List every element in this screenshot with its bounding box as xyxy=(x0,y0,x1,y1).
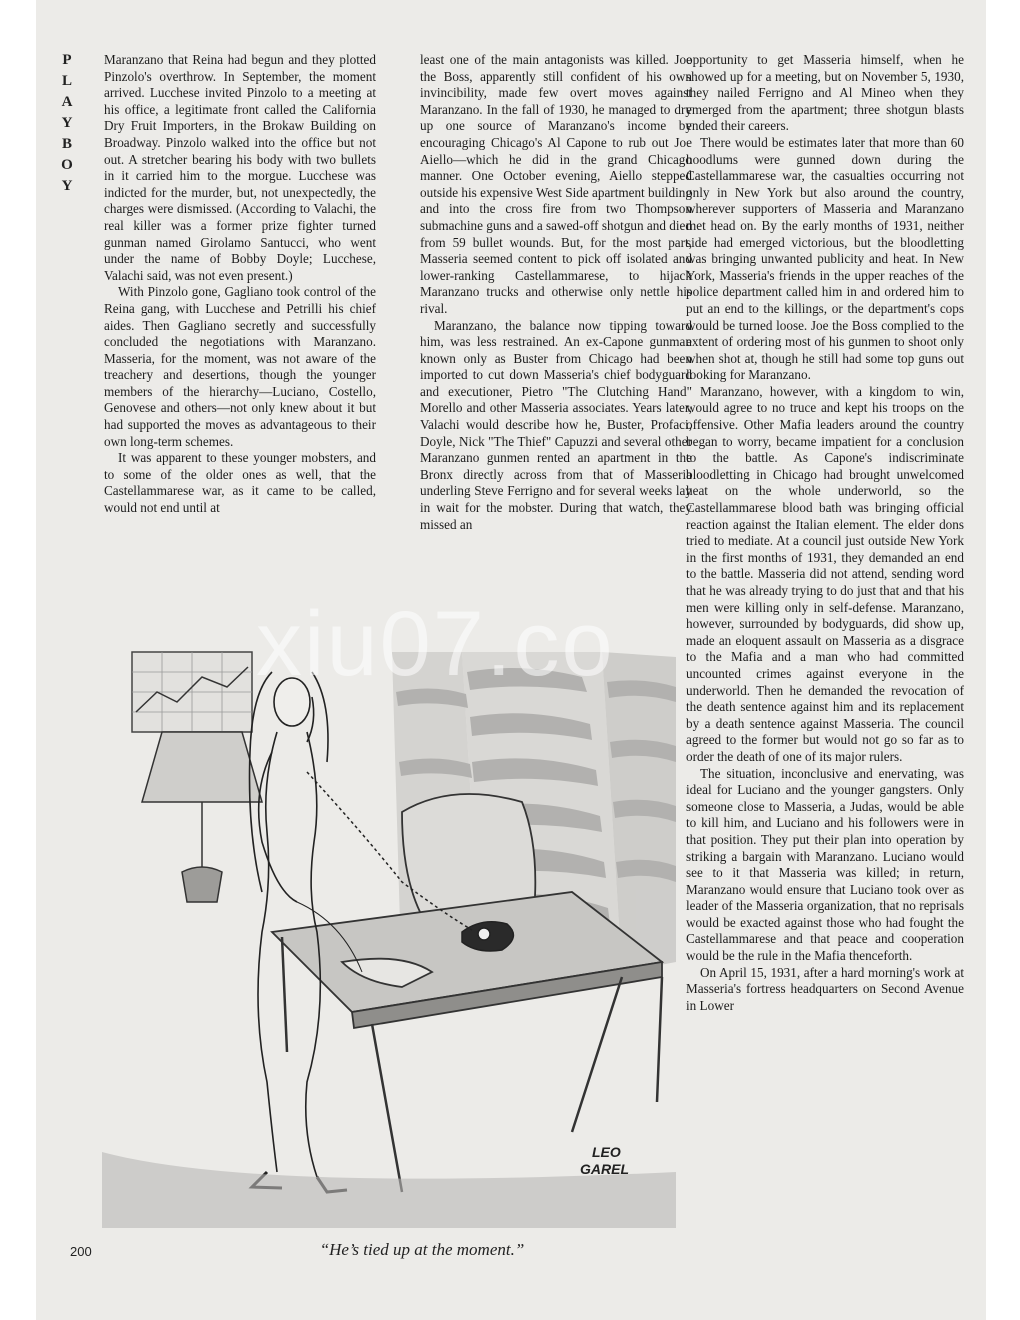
wall-chart xyxy=(132,652,252,732)
cartoon-caption: “He’s tied up at the moment.” xyxy=(319,1240,525,1259)
artist-signature: GAREL xyxy=(580,1161,629,1177)
logo-letter: P xyxy=(62,52,72,68)
logo-letter: Y xyxy=(61,178,73,194)
paragraph: There would be estimates later that more than 60 hoodlums were gunned down during the Castellammarese war, the casualties occurring not only in New York but also around the country, wherever supporters of Masseria and Maranzano met head on. By the early months of 1931, neither side had emerged victorious, but the bloodletting was bringing unwanted publicity and heat. In New York, Masseria's friends in the upper reaches of the police department called him in and ordered him to put an end to the killings, or the department's cops would be turned loose. Joe the Boss complied to the extent of ordering most of his gunmen to shoot only when shot at, though he still had some top guns out looking for Maranzano. xyxy=(686,134,964,383)
artist-signature: LEO xyxy=(592,1144,621,1160)
article-column-1 xyxy=(104,52,376,517)
paragraph: least one of the main antagonists was killed. Joe the Boss, apparently still confident of his own invincibility, made few overt moves against Maranzano. In the fall of 1930, he managed to dry up one source of Maranzano's income by encouraging Chicago's Al Capone to rub out Joe Aiello—which he did in the grand Chicago manner. One October evening, Aiello stepped outside his expensive West Side apartment building and into the cross fire from two Thompson submachine guns and a sawed-off shotgun and died from 59 bullet wounds. But, for the most part, Masseria seemed content to pick off isolated and lower-ranking Castellammarese, to hijack Maranzano trucks and otherwise only nettle his rival. xyxy=(420,52,692,316)
logo-letter: B xyxy=(61,136,72,152)
magazine-logo-vertical xyxy=(56,50,78,197)
paragraph: opportunity to get Masseria himself, when he showed up for a meeting, but on November 5, 1930, they nailed Ferrigno and Al Mineo when they emerged from the apartment; three shotgun blasts ended their careers. xyxy=(686,52,964,134)
article-column-3 xyxy=(686,52,964,1014)
lamp xyxy=(142,732,262,902)
page-number: 200 xyxy=(70,1244,92,1259)
paragraph: Maranzano, however, with a kingdom to win, would agree to no truce and kept his troops on the offensive. Other Mafia leaders around the country began to worry, became impatient for a conclusion to the battle. As Capone's indiscriminate bloodletting in Chicago had brought unwelcomed heat on the whole underworld, so the Castellammarese blood bath was bringing official reaction against the Italian element. The elder dons tried to mediate. At a council just outside New York in the first months of 1931, they demanded an end to the battle. Masseria did not attend, sending word that he was already trying to do just that and that his men were killing only in self-defense. Maranzano, however, surrounded by bodyguards, did show up, made an eloquent assault on Masseria as a disgrace to the Mafia and a man who had committed uncounted crimes against everyone in the underworld. Then he demanded the revocation of the death sentence against him and its replacement by a death sentence against Masseria. The council agreed to the former but would not go so far as to order the death of one of its major rulers. xyxy=(686,383,964,764)
paragraph: Maranzano, the balance now tipping toward him, was less restrained. An ex-Capone gunman known only as Buster from Chicago had been imported to cut down Masseria's chief bodyguard and executioner, Pietro "The Clutching Hand" Morello and other Masseria associates. Years later, Valachi would describe how he, Buster, Profaci, Doyle, Nick "The Thief" Capuzzi and several other Maranzano gunmen rented an apartment in the Bronx directly across from that of Masseria underling Steve Ferrigno and for several weeks lay in wait for the mobster. During that watch, they missed an xyxy=(420,317,692,532)
paragraph: On April 15, 1931, after a hard morning's work at Masseria's fortress headquarters on Second Avenue in Lower xyxy=(686,964,964,1013)
watermark: xiu07.co xyxy=(256,593,615,695)
logo-letter: Y xyxy=(61,115,73,131)
logo-letter: A xyxy=(61,94,73,110)
cartoon-illustration xyxy=(102,632,676,1228)
article-column-2 xyxy=(420,52,692,533)
paragraph: Maranzano that Reina had begun and they plotted Pinzolo's overthrow. In September, the moment arrived. Lucchese invited Pinzolo to a meeting at his office, a legitimate front called the California Dry Fruit Importers, in the Brokaw Building on Broadway. Pinzolo walked into the office but not out. A stretcher bearing his body with two bullets in it carried him to the morgue. Lucchese was indicted for the murder, but, not unexpectedly, the charges were dismissed. (According to Valachi, the real killer was a former prize fighter turned gunman named Girolamo Santucci, who went under the name of Bobby Doyle; Lucchese, Valachi said, was not even present.) xyxy=(104,52,376,283)
logo-letter: O xyxy=(61,157,73,173)
paragraph: It was apparent to these younger mobsters, and to some of the older ones as well, that the Castellammarese war, as it came to be called, would not end until at xyxy=(104,450,376,516)
paragraph: With Pinzolo gone, Gagliano took control of the Reina gang, with Lucchese and Petrilli his chief aides. Then Gagliano secretly and successfully concluded the negotiations with Maranzano. Masseria, for the moment, was not aware of the treachery and desertions, though the younger members of the hierarchy—Luciano, Costello, Genovese and others—not only knew about it but had supported the moves as advantageous to their own long-term schemes. xyxy=(104,284,376,449)
paragraph: The situation, inconclusive and enervating, was ideal for Luciano and the younger gangsters. Only someone close to Masseria, a Judas, would be able to kill him, and Luciano and his followers were in that position. They put their plan into operation by striking a bargain with Maranzano. Luciano would see to it that Masseria was killed; in return, Maranzano would ensure that Luciano took over as leader of the Masseria organization, that no reprisals would be exacted against those who had fought the Castellammarese and that peace and cooperation would be the rule in the Mafia thenceforth. xyxy=(686,765,964,964)
logo-letter: L xyxy=(61,73,72,89)
magazine-page xyxy=(36,0,986,1320)
